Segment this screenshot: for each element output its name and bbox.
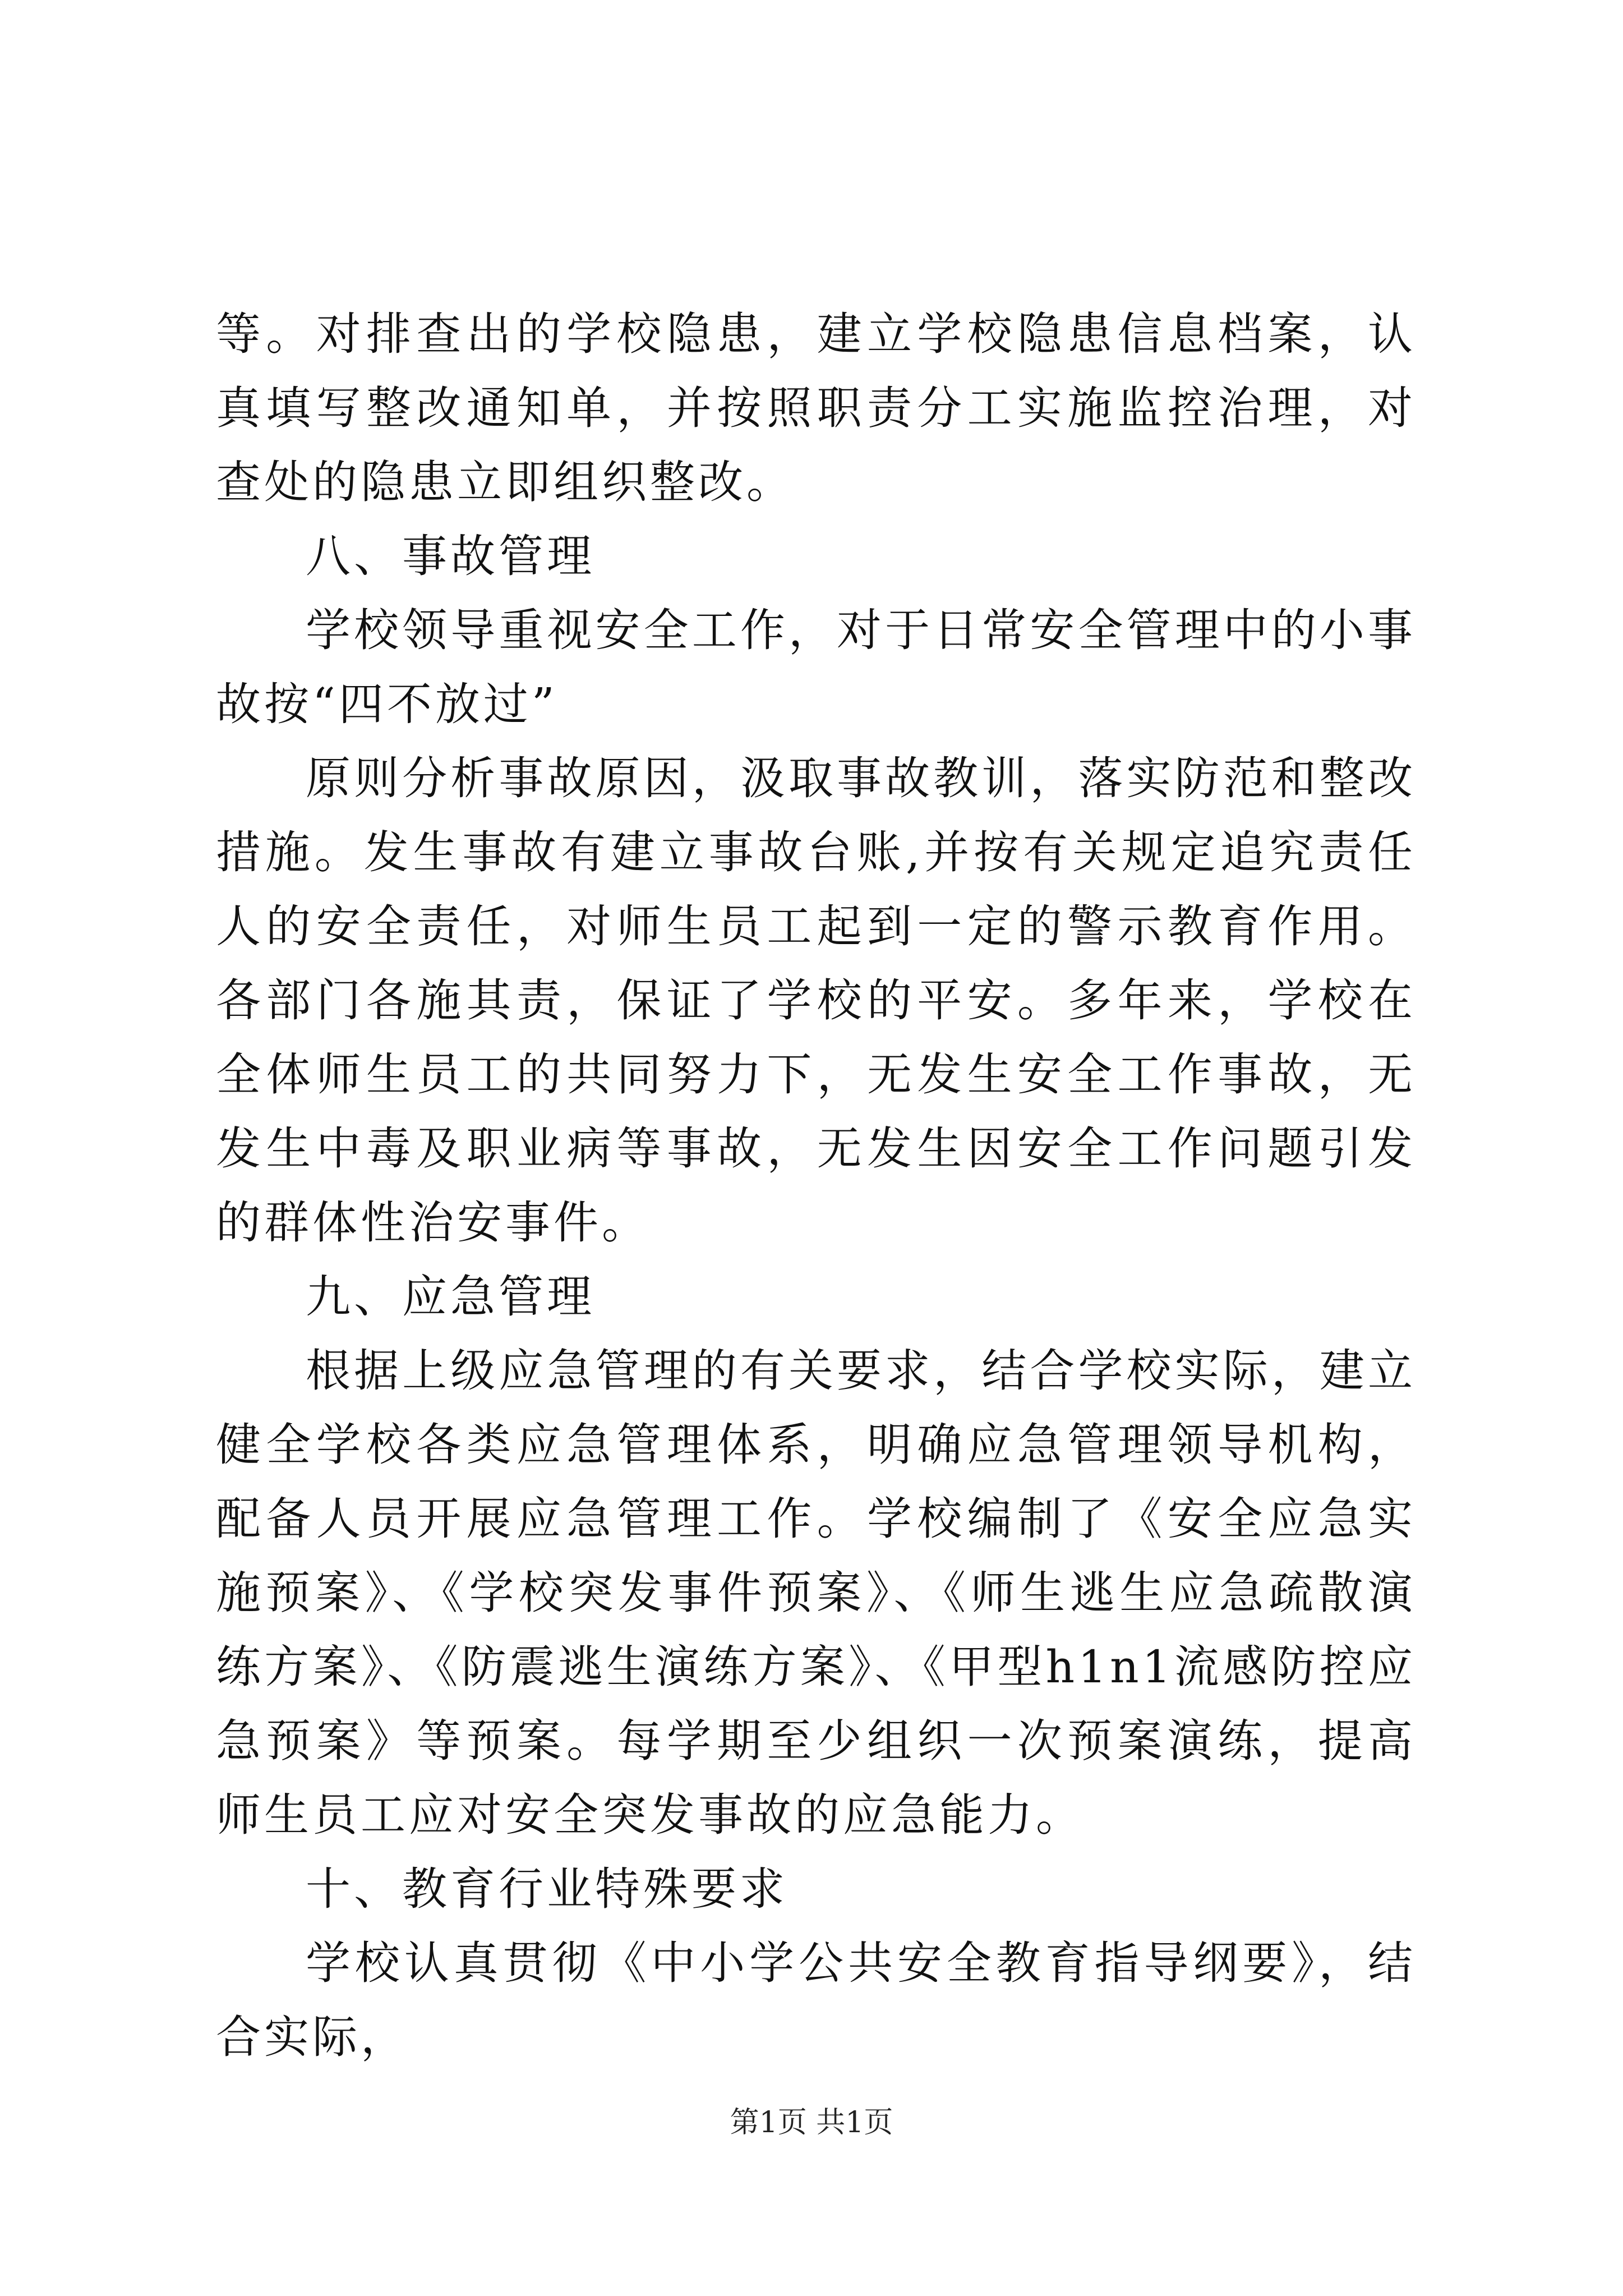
heading-education-requirements: 十、教育行业特殊要求 (306, 1863, 788, 1915)
document-body (216, 297, 1416, 2074)
page-number-indicator: 第1页 共1页 (730, 2106, 893, 2139)
paragraph-hazard-rectification: 等。对排查出的学校隐患，建立学校隐患信息档案，认真填写整改通知单，并按照职责分工实施监控治理，对查处的隐患立即组织整改。 (216, 308, 1416, 508)
paragraph-leadership-four-principles: 学校领导重视安全工作，对于日常安全管理中的小事故按“四不放过” (216, 604, 1416, 730)
paragraph-safety-education-outline: 学校认真贯彻《中小学公共安全教育指导纲要》，结合实际， (216, 1937, 1416, 2063)
page-footer (0, 2105, 1623, 2141)
paragraph-accident-analysis: 原则分析事故原因，汲取事故教训，落实防范和整改措施。发生事故有建立事故台账,并按有关规定追究责任人的安全责任，对师生员工起到一定的警示教育作用。各部门各施其责，保证了学校的平安。多年来，学校在全体师生员工的共同努力下，无发生安全工作事故，无发生中毒及职业病等事故，无发生因安全工作问题引发的群体性治安事件。 (216, 752, 1416, 1249)
paragraph-emergency-plans: 根据上级应急管理的有关要求，结合学校实际，建立健全学校各类应急管理体系，明确应急管理领导机构，配备人员开展应急管理工作。学校编制了《安全应急实施预案》、《学校突发事件预案》、《师生逃生应急疏散演练方案》、《防震逃生演练方案》、《甲型h1n1流感防控应急预案》等预案。每学期至少组织一次预案演练，提高师生员工应对安全突发事故的应急能力。 (216, 1345, 1416, 1841)
heading-emergency-management: 九、应急管理 (306, 1271, 595, 1323)
heading-accident-management: 八、事故管理 (306, 530, 595, 582)
